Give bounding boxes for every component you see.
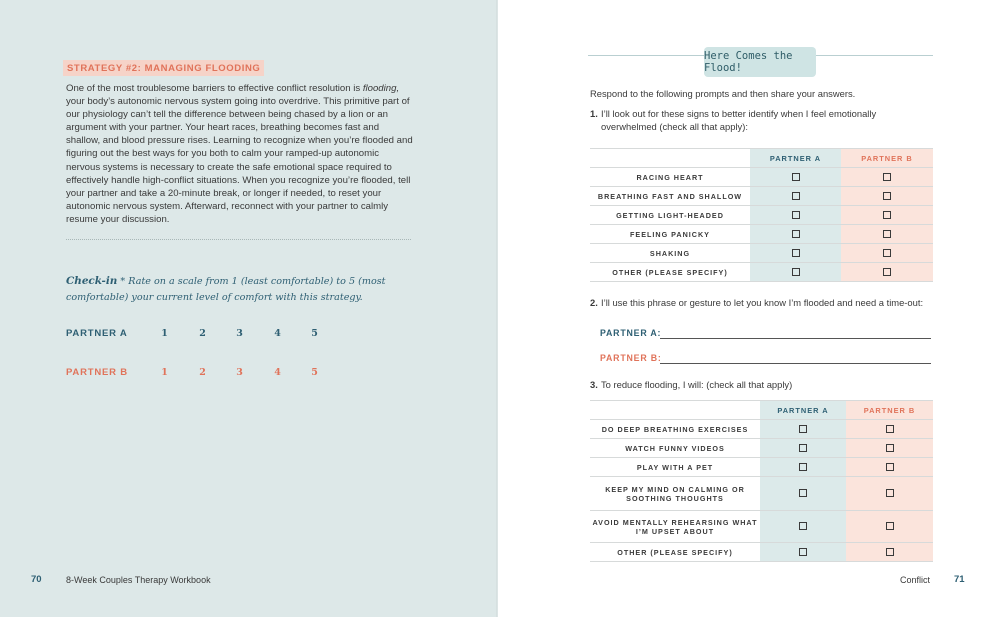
- right-page: [498, 0, 1000, 617]
- checkbox-cell-a: [750, 263, 841, 282]
- checkbox-cell-a: [760, 420, 846, 439]
- table-row: [590, 225, 933, 244]
- rating-b-4[interactable]: 4: [274, 367, 282, 378]
- table-row: [590, 187, 933, 206]
- rating-a-4[interactable]: 4: [274, 328, 282, 339]
- checkbox-cell-a: [760, 543, 846, 562]
- checkbox-square-icon[interactable]: [886, 425, 894, 433]
- sign-label: GETTING LIGHT-HEADED: [590, 206, 750, 225]
- table-row: [590, 439, 933, 458]
- table-row: [590, 458, 933, 477]
- checkbox-cell-b: [846, 420, 933, 439]
- checkbox-square-icon[interactable]: [883, 211, 891, 219]
- checkbox-cell-b: [841, 244, 933, 263]
- checkbox-cell-b: [841, 187, 933, 206]
- dotted-divider: [66, 239, 411, 240]
- checkbox-square-icon[interactable]: [883, 173, 891, 181]
- rating-b-2[interactable]: 2: [199, 367, 207, 378]
- question-2-number: 2.: [590, 297, 598, 308]
- table-row: [590, 244, 933, 263]
- body-text-part-1: One of the most troublesome barriers to effective conflict resolution is: [66, 83, 363, 94]
- sign-label: OTHER (PLEASE SPECIFY): [590, 263, 750, 282]
- table-header-row: [590, 149, 933, 168]
- checkin-prompt: [66, 273, 411, 306]
- checkin-label: Check-in: [66, 275, 118, 287]
- sign-label: FEELING PANICKY: [590, 225, 750, 244]
- checkbox-square-icon[interactable]: [799, 444, 807, 452]
- col-header-partner-a: PARTNER A: [760, 401, 846, 420]
- table-row: [590, 206, 933, 225]
- phrase-field-partner-b: [600, 353, 662, 363]
- sign-label: SHAKING: [590, 244, 750, 263]
- checkbox-square-icon[interactable]: [886, 522, 894, 530]
- body-text-emphasis: flooding,: [362, 83, 400, 94]
- checkbox-cell-b: [846, 511, 933, 543]
- checkbox-square-icon[interactable]: [799, 522, 807, 530]
- question-2-text: I’ll use this phrase or gesture to let you know I’m flooded and need a time-out:: [601, 297, 924, 308]
- checkbox-square-icon[interactable]: [792, 211, 800, 219]
- page-number-right: 71: [954, 574, 965, 585]
- checkbox-cell-a: [750, 244, 841, 263]
- checkbox-cell-a: [750, 168, 841, 187]
- coping-label: AVOID MENTALLY REHEARSING WHAT I’M UPSET ABOUT: [590, 511, 760, 543]
- rating-a-1[interactable]: 1: [161, 328, 169, 339]
- checkbox-cell-a: [760, 458, 846, 477]
- checkbox-square-icon[interactable]: [886, 489, 894, 497]
- table-row: [590, 543, 933, 562]
- checkbox-cell-b: [841, 225, 933, 244]
- table-row: [590, 263, 933, 282]
- phrase-input-line-b[interactable]: [660, 363, 931, 364]
- table-header-blank: [590, 401, 760, 420]
- rating-label-partner-a: PARTNER A: [66, 328, 128, 339]
- checkbox-square-icon[interactable]: [799, 548, 807, 556]
- coping-label: OTHER (PLEASE SPECIFY): [590, 543, 760, 562]
- checkbox-cell-a: [760, 511, 846, 543]
- coping-label: DO DEEP BREATHING EXERCISES: [590, 420, 760, 439]
- question-2: [590, 296, 930, 309]
- rating-a-3[interactable]: 3: [236, 328, 244, 339]
- rating-b-3[interactable]: 3: [236, 367, 244, 378]
- book-title-footer: 8-Week Couples Therapy Workbook: [66, 575, 211, 585]
- exercise-intro: Respond to the following prompts and then share your answers.: [590, 88, 856, 99]
- checkbox-square-icon[interactable]: [883, 192, 891, 200]
- checkbox-square-icon[interactable]: [792, 192, 800, 200]
- section-title-footer: Conflict: [900, 575, 931, 585]
- rating-b-1[interactable]: 1: [161, 367, 169, 378]
- checkbox-square-icon[interactable]: [886, 463, 894, 471]
- table-row: [590, 477, 933, 511]
- checkbox-cell-a: [750, 225, 841, 244]
- checkbox-square-icon[interactable]: [883, 268, 891, 276]
- phrase-field-label-b: PARTNER B:: [600, 353, 662, 363]
- checkbox-cell-b: [846, 543, 933, 562]
- checkbox-cell-a: [750, 206, 841, 225]
- checkbox-cell-b: [841, 206, 933, 225]
- checkbox-square-icon[interactable]: [886, 548, 894, 556]
- checkbox-square-icon[interactable]: [799, 463, 807, 471]
- coping-label: WATCH FUNNY VIDEOS: [590, 439, 760, 458]
- checkbox-square-icon[interactable]: [883, 249, 891, 257]
- checkin-text: Rate on a scale from 1 (least comfortable) to 5 (most comfortable) your current level of comfort with this strategy.: [66, 276, 386, 303]
- question-3-text: To reduce flooding, I will: (check all that apply): [601, 379, 793, 390]
- checkbox-cell-a: [760, 477, 846, 511]
- checkbox-square-icon[interactable]: [792, 249, 800, 257]
- table-row: [590, 168, 933, 187]
- table-header-blank: [590, 149, 750, 168]
- question-1-text: I’ll look out for these signs to better identify when I feel emotionally overwhelmed (check all that apply):: [601, 108, 877, 132]
- checkbox-square-icon[interactable]: [792, 173, 800, 181]
- checkbox-cell-b: [846, 458, 933, 477]
- strategy-tag: STRATEGY #2: MANAGING FLOODING: [63, 60, 264, 76]
- rating-label-partner-b: PARTNER B: [66, 367, 128, 378]
- sign-label: RACING HEART: [590, 168, 750, 187]
- question-1-number: 1.: [590, 108, 598, 119]
- checkbox-square-icon[interactable]: [883, 230, 891, 238]
- rating-a-5[interactable]: 5: [311, 328, 319, 339]
- coping-checklist-table: [590, 400, 933, 562]
- checkbox-cell-a: [760, 439, 846, 458]
- checkbox-square-icon[interactable]: [886, 444, 894, 452]
- checkbox-square-icon[interactable]: [792, 230, 800, 238]
- checkin-bullet: *: [120, 276, 126, 287]
- rating-a-2[interactable]: 2: [199, 328, 207, 339]
- table-header-row: [590, 401, 933, 420]
- col-header-partner-a: PARTNER A: [750, 149, 841, 168]
- coping-label: KEEP MY MIND ON CALMING OR SOOTHING THOUGHTS: [590, 477, 760, 511]
- col-header-partner-b: PARTNER B: [841, 149, 933, 168]
- checkbox-square-icon[interactable]: [799, 425, 807, 433]
- body-text-part-2: your body’s autonomic nervous system going into overdrive. This primitive part of our physiology can’t tell the difference between being chased by a lion or an argument with your partner. Your heart races, breathing becomes fast and shallow, and blood pressure rises. Learning to recognize when you’re flooded and figuring out the best ways for you both to calm your ramped-up autonomic nervous systems is necessary to create the safe emotional space required to effectively handle high-conflict situations. When you recognize you’re flooded, tell your partner and take a 20-minute break, or longer if needed, to reset your autonomic nervous system. Afterward, reconnect with your partner to calmly resume your discussion.: [66, 96, 413, 225]
- checkbox-cell-b: [846, 477, 933, 511]
- rating-b-5[interactable]: 5: [311, 367, 319, 378]
- phrase-field-label-a: PARTNER A:: [600, 328, 662, 338]
- phrase-input-line-a[interactable]: [660, 338, 931, 339]
- checkbox-cell-b: [841, 263, 933, 282]
- sign-label: BREATHING FAST AND SHALLOW: [590, 187, 750, 206]
- exercise-banner-title: Here Comes the Flood!: [704, 47, 816, 77]
- checkbox-cell-b: [841, 168, 933, 187]
- strategy-body-text: [66, 82, 414, 226]
- checkbox-cell-b: [846, 439, 933, 458]
- phrase-field-partner-a: [600, 328, 661, 338]
- table-row: [590, 511, 933, 543]
- coping-label: PLAY WITH A PET: [590, 458, 760, 477]
- question-1: [590, 107, 930, 133]
- signs-checklist-table: [590, 148, 933, 282]
- checkbox-square-icon[interactable]: [799, 489, 807, 497]
- page-number-left: 70: [31, 574, 42, 585]
- checkbox-cell-a: [750, 187, 841, 206]
- left-page: [0, 0, 498, 617]
- checkbox-square-icon[interactable]: [792, 268, 800, 276]
- col-header-partner-b: PARTNER B: [846, 401, 933, 420]
- table-row: [590, 420, 933, 439]
- question-3: [590, 378, 930, 391]
- question-3-number: 3.: [590, 379, 598, 390]
